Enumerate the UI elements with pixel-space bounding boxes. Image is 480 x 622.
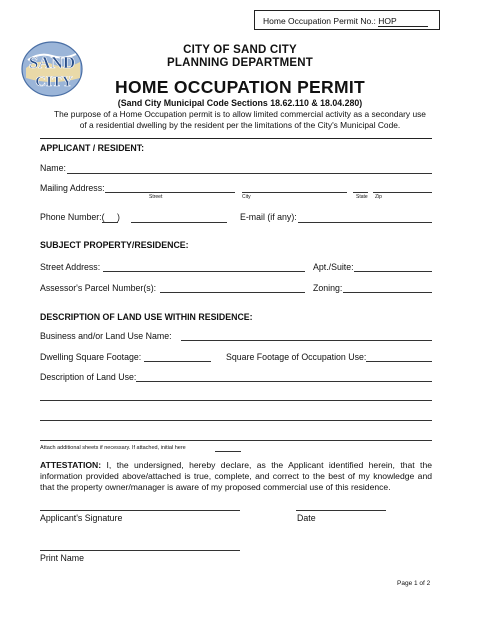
- business-name-label: Business and/or Land Use Name:: [40, 331, 172, 341]
- phone-number-field[interactable]: [131, 222, 227, 223]
- state-field[interactable]: [353, 192, 368, 193]
- occupation-sqft-label: Square Footage of Occupation Use:: [226, 352, 367, 362]
- description-label: Description of Land Use:: [40, 372, 137, 382]
- occupation-sqft-field[interactable]: [366, 361, 432, 362]
- header-divider: [40, 138, 432, 139]
- permit-number-prefix: HOP: [378, 16, 397, 26]
- city-caption: City: [242, 194, 251, 200]
- state-caption: State: [356, 194, 368, 200]
- page-number: Page 1 of 2: [397, 580, 431, 587]
- purpose-line-1: The purpose of a Home Occupation permit is to allow limited commercial activity as a secondary use: [54, 109, 426, 119]
- zip-caption: Zip: [375, 194, 382, 200]
- permit-number-field[interactable]: [378, 16, 428, 27]
- phone-label: Phone Number:(: [40, 212, 105, 222]
- description-field-line-3[interactable]: [40, 420, 432, 421]
- zoning-label: Zoning:: [313, 283, 343, 293]
- apt-suite-field[interactable]: [354, 271, 432, 272]
- applicant-section-heading: APPLICANT / RESIDENT:: [40, 143, 145, 153]
- attach-sheets-note: Attach additional sheets if necessary. If attached, initial here: [40, 445, 186, 451]
- street-address-label: Street Address:: [40, 262, 101, 272]
- print-name-label: Print Name: [40, 553, 84, 563]
- city-name: CITY OF SAND CITY: [183, 44, 297, 56]
- land-use-section-heading: DESCRIPTION OF LAND USE WITHIN RESIDENCE:: [40, 312, 253, 322]
- dwelling-sqft-field[interactable]: [144, 361, 211, 362]
- page-title: HOME OCCUPATION PERMIT: [115, 77, 365, 97]
- permit-number-box: [254, 10, 440, 30]
- applicant-signature-label: Applicant's Signature: [40, 513, 123, 523]
- description-field-line-4[interactable]: [40, 440, 432, 441]
- phone-area-code-field[interactable]: [102, 222, 118, 223]
- zoning-field[interactable]: [343, 292, 432, 293]
- initial-here-field[interactable]: [215, 451, 241, 452]
- date-label: Date: [297, 513, 316, 523]
- department-name: PLANNING DEPARTMENT: [166, 57, 314, 69]
- street-address-field[interactable]: [103, 271, 305, 272]
- apn-label: Assessor's Parcel Number(s):: [40, 283, 157, 293]
- print-name-field[interactable]: [40, 550, 240, 551]
- phone-paren: ): [117, 212, 120, 222]
- name-label: Name:: [40, 163, 66, 173]
- purpose-line-2: of a residential dwelling by the resident per the limitations of the City's Municipal Code.: [79, 120, 401, 130]
- description-field-line-2[interactable]: [40, 400, 432, 401]
- business-name-field[interactable]: [181, 340, 432, 341]
- street-field[interactable]: [105, 192, 235, 193]
- email-field[interactable]: [298, 222, 432, 223]
- street-caption: Street: [149, 194, 163, 200]
- zip-field[interactable]: [373, 192, 432, 193]
- name-field[interactable]: [67, 173, 432, 174]
- attestation-heading: ATTESTATION:: [40, 460, 102, 470]
- applicant-signature-field[interactable]: [40, 510, 240, 511]
- code-reference: (Sand City Municipal Code Sections 18.62.110 & 18.04.280): [117, 98, 363, 108]
- apn-field[interactable]: [160, 292, 305, 293]
- attestation-block: [40, 460, 432, 494]
- email-label: E-mail (if any):: [240, 212, 297, 222]
- city-field[interactable]: [242, 192, 347, 193]
- property-section-heading: SUBJECT PROPERTY/RESIDENCE:: [40, 240, 189, 250]
- apt-suite-label: Apt./Suite:: [313, 262, 354, 272]
- dwelling-sqft-label: Dwelling Square Footage:: [40, 352, 142, 362]
- purpose-statement: [0, 109, 480, 131]
- logo-word-sand: SAND: [28, 53, 76, 72]
- permit-number-label: Home Occupation Permit No.:: [263, 16, 376, 26]
- date-field[interactable]: [296, 510, 386, 511]
- logo-word-city: CITY: [35, 74, 73, 90]
- mailing-address-label: Mailing Address:: [40, 183, 105, 193]
- attestation-text: I, the undersigned, hereby declare, as the Applicant identified herein, that the information provided above/attached is true, complete, and correct to the best of my knowledge and that the property owner/manager is aware of my proposed commercial use of this residence.: [40, 460, 433, 493]
- description-field-line-1[interactable]: [136, 381, 432, 382]
